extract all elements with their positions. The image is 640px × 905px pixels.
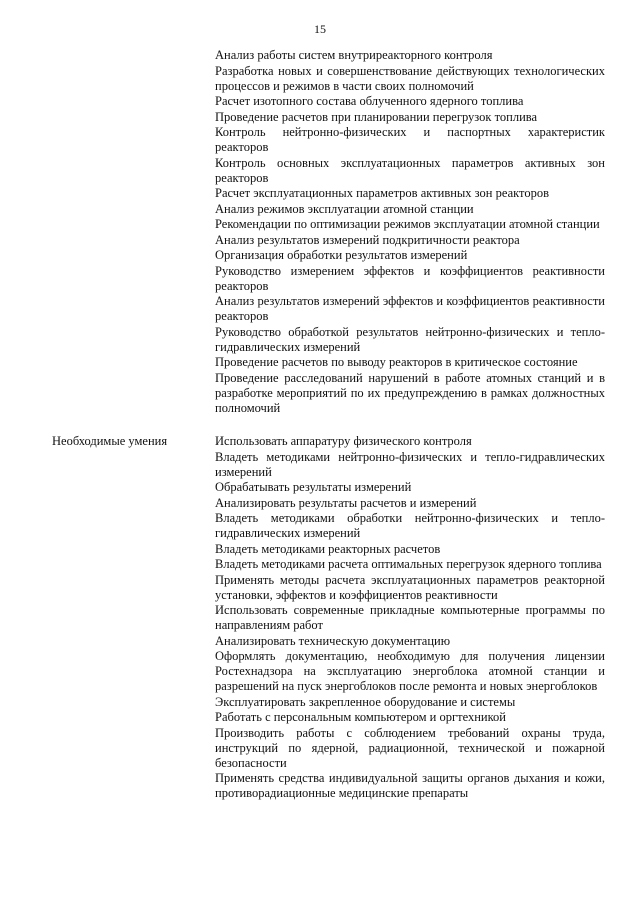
list-item: Рекомендации по оптимизации режимов эксплуатации атомной станции (215, 217, 600, 231)
list-item: Применять средства индивидуальной защиты органов дыхания и кожи, противорадиационные медицинские препараты (215, 771, 605, 800)
list-item: Анализ режимов эксплуатации атомной станции (215, 201, 474, 216)
list-item: Работать с персональным компьютером и оргтехникой (215, 710, 506, 724)
list-item: Расчет изотопного состава облученного ядерного топлива (215, 94, 524, 108)
list-item: Разработка новых и совершенствование действующих технологических процессов и режимов в части своих полномочий (215, 63, 605, 93)
list-item: Анализ результатов измерений подкритичности реактора (215, 232, 520, 247)
list-item: Проведение расчетов при планировании перегрузок топлива (215, 109, 538, 124)
list-item: Обрабатывать результаты измерений (215, 480, 412, 494)
list-item: Анализировать результаты расчетов и измерений (215, 495, 477, 510)
list-item: Использовать аппаратуру физического контроля (215, 434, 472, 448)
list-item: Анализ работы систем внутриреакторного контроля (215, 48, 493, 62)
list-item: Владеть методиками расчета оптимальных перегрузок ядерного топлива (215, 557, 602, 571)
list-item: Использовать современные прикладные компьютерные программы по направлениям работ (215, 603, 605, 632)
list-item: Контроль нейтронно-физических и паспортных характеристик реакторов (215, 125, 605, 154)
list-item: Применять методы расчета эксплуатационных параметров реакторной установки, эффектов и коэффициентов реактивности (215, 572, 605, 602)
list-item: Оформлять документацию, необходимую для получения лицензии Ростехнадзора на эксплуатацию энергоблока атомной станции и разрешений на пуск энергоблоков после ремонта и новых энергоблоков (215, 649, 605, 693)
knowledge-list (215, 48, 605, 416)
page-number: 15 (314, 22, 326, 36)
list-item: Контроль основных эксплуатационных параметров активных зон реакторов (215, 155, 605, 185)
list-item: Анализировать техническую документацию (215, 633, 451, 648)
list-item: Проведение расчетов по выводу реакторов в критическое состояние (215, 355, 578, 369)
skills-list (215, 434, 605, 802)
list-item: Организация обработки результатов измерений (215, 248, 468, 262)
list-item: Владеть методиками нейтронно-физических и тепло-гидравлических измерений (215, 449, 605, 479)
list-item: Расчет эксплуатационных параметров активных зон реакторов (215, 186, 549, 200)
list-item: Производить работы с соблюдением требований охраны труда, инструкций по ядерной, радиационной, технической и пожарной безопасности (215, 725, 605, 770)
list-item: Проведение расследований нарушений в работе атомных станций и в разработке мероприятий по их предупреждению в рамках должностных полномочий (215, 370, 605, 415)
list-item: Эксплуатировать закрепленное оборудование и системы (215, 694, 516, 709)
list-item: Владеть методиками обработки нейтронно-физических и тепло-гидравлических измерений (215, 511, 605, 540)
list-item: Владеть методиками реакторных расчетов (215, 541, 441, 556)
skills-label: Необходимые умения (52, 434, 168, 448)
list-item: Руководство обработкой результатов нейтронно-физических и тепло-гидравлических измерений (215, 324, 605, 354)
list-item: Анализ результатов измерений эффектов и коэффициентов реактивности реакторов (215, 294, 605, 323)
list-item: Руководство измерением эффектов и коэффициентов реактивности реакторов (215, 263, 605, 293)
